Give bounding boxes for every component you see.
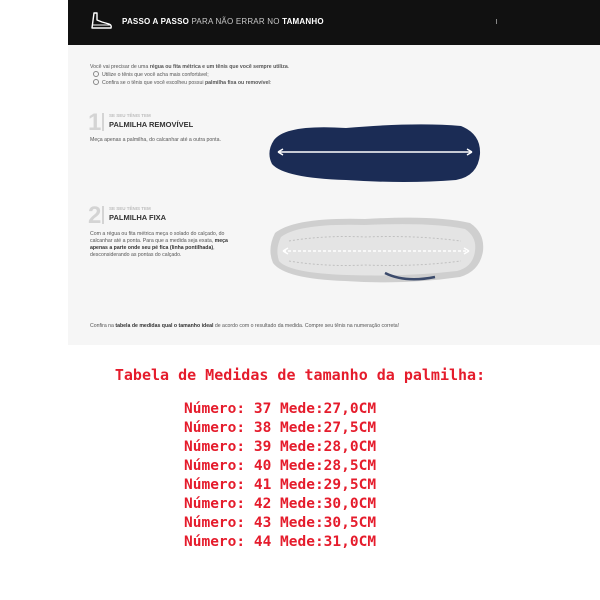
size-row: Número: 37 Mede:27,0CM (184, 401, 377, 417)
intro-item-1: Utilize o tênis que você acha mais confortável; (90, 71, 289, 79)
header-mark (496, 19, 497, 24)
shoe-icon (89, 11, 113, 31)
fixed-insole-sole-image (265, 213, 487, 287)
bullet-circle-icon (93, 79, 99, 85)
header-bar (68, 0, 600, 45)
size-table-title: Tabela de Medidas de tamanho da palmilha: (114, 366, 486, 384)
step-divider (102, 113, 104, 131)
step-1-description: Meça apenas a palmilha, do calcanhar até a outra ponta. (90, 137, 221, 143)
step-number: 1 (88, 109, 102, 136)
removable-insole-image (266, 120, 484, 186)
intro-text (90, 63, 289, 87)
size-row: Número: 41 Mede:29,5CM (184, 477, 377, 493)
size-row: Número: 43 Mede:30,5CM (184, 515, 377, 531)
size-row: Número: 44 Mede:31,0CM (184, 534, 377, 550)
step-heading: PALMILHA FIXA (109, 213, 167, 222)
size-table (184, 400, 376, 552)
intro-line: Você vai precisar de uma régua ou fita métrica e um tênis que você sempre utiliza. (90, 64, 290, 70)
size-row: Número: 39 Mede:28,0CM (184, 439, 377, 455)
bullet-circle-icon (93, 71, 99, 77)
size-row: Número: 42 Mede:30,0CM (184, 496, 377, 512)
step-divider (102, 206, 104, 224)
step-2-description: Com a régua ou fita métrica meça o solado do calçado, do calcanhar até a ponta. Para que a medida seja exata, meça apenas a parte onde seu pé fica (linha pontilhada), desconsiderando as pontas do calçado. (90, 231, 228, 258)
size-row: Número: 38 Mede:27,5CM (184, 420, 377, 436)
confirm-text: Confira na tabela de medidas qual o tamanho ideal de acordo com o resultado da medida. Compre seu tênis na numeração correta! (90, 323, 400, 329)
step-caption: SE SEU TÊNIS TEM (109, 206, 151, 211)
intro-item-2: Confira se o tênis que você escolheu possui palmilha fixa ou removível: (90, 79, 289, 87)
header-title: PASSO A PASSO PARA NÃO ERRAR NO TAMANHO (122, 17, 324, 26)
step-caption: SE SEU TÊNIS TEM (109, 113, 151, 118)
instructions-panel (68, 45, 600, 345)
size-row: Número: 40 Mede:28,5CM (184, 458, 377, 474)
step-number: 2 (88, 202, 102, 229)
step-heading: PALMILHA REMOVÍVEL (109, 120, 194, 129)
